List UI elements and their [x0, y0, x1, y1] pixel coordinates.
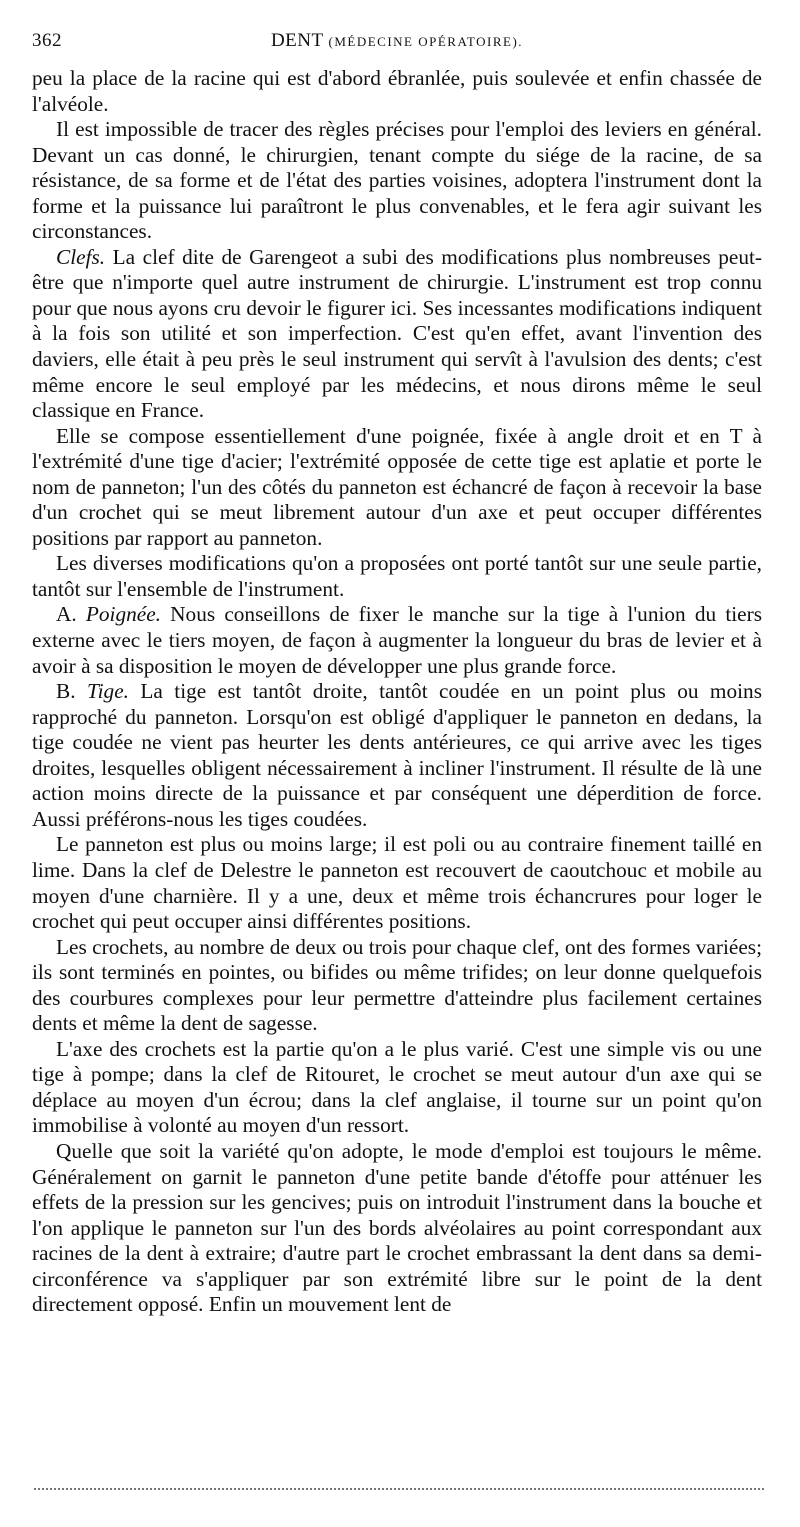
paragraph-lead-italic: Poignée. — [85, 602, 161, 627]
paragraph-4 — [32, 424, 762, 552]
paragraph-tige — [32, 679, 762, 832]
page-number: 362 — [32, 30, 62, 51]
paragraph-text: peu la place de la racine qui est d'abord ébranlée, puis soulevée et enfin chassée de l'alvéole. — [32, 66, 762, 116]
paragraph-11 — [32, 1139, 762, 1318]
page-title — [32, 30, 762, 52]
footer-dotted-rule — [34, 1488, 764, 1490]
paragraph-text: Les crochets, au nombre de deux ou trois pour chaque clef, ont des formes variées; ils sont terminés en pointes, ou bifides ou même trifides; on leur donne quelquefois des courbures complexes pour leur permettre d'atteindre plus facilement certaines dents et même la dent de sagesse. — [32, 934, 762, 1036]
title-subtitle: (MÉDECINE OPÉRATOIRE). — [328, 34, 524, 49]
paragraph-text: La tige est tantôt droite, tantôt coudée en un point plus ou moins rapproché du panneton. Lorsqu'on est obligé d'appliquer le panneton en dedans, la tige coudée ne vient pas heurter les dents antérieures, ce qui arrive avec les tiges droites, lesquelles obligent nécessairement à incliner l'instrument. Il résulte de là une action moins directe de la puissance et par conséquent une déperdition de force. Aussi préférons-nous les tiges coudées. — [32, 679, 762, 831]
body-text — [32, 66, 762, 1318]
paragraph-text: L'axe des crochets est la partie qu'on a le plus varié. C'est une simple vis ou une tige à pompe; dans la clef de Ritouret, le crochet se meut autour d'un axe qui se déplace au moyen d'un écrou; dans la clef anglaise, il tourne sur un point qu'on immobilise à volonté au moyen d'un ressort. — [32, 1036, 762, 1138]
paragraph-1 — [32, 66, 762, 117]
paragraph-text: Il est impossible de tracer des règles précises pour l'emploi des leviers en général. Devant un cas donné, le chirurgien, tenant compte du siége de la racine, de sa résistance, de sa forme et de l'état des parties voisines, adoptera l'instrument dont la forme et la puissance lui paraîtront le plus convenables, et le fera agir suivant les circonstances. — [32, 117, 762, 244]
running-header — [32, 26, 762, 56]
paragraph-text: Elle se compose essentiellement d'une poignée, fixée à angle droit et en T à l'extrémité d'une tige d'acier; l'extrémité opposée de cette tige est aplatie et porte le nom de panneton; l'un des côtés du panneton est échancré de façon à recevoir la base d'un crochet qui se meut librement autour d'un axe et peut occuper différentes positions par rapport au panneton. — [32, 423, 762, 550]
paragraph-5 — [32, 551, 762, 602]
paragraph-2 — [32, 117, 762, 245]
paragraph-8 — [32, 832, 762, 934]
paragraph-text: Le panneton est plus ou moins large; il est poli ou au contraire finement taillé en lime. Dans la clef de Delestre le panneton est recouvert de caoutchouc et mobile au moyen d'une charnière. Il y a une, deux et même trois échancrures pour loger le crochet qui peut occuper ainsi différentes positions. — [32, 832, 762, 934]
title-word: DENT — [270, 30, 324, 51]
paragraph-lead-italic: Tige. — [86, 679, 129, 704]
paragraph-prefix: B. — [56, 679, 87, 704]
paragraph-text: Quelle que soit la variété qu'on adopte, le mode d'emploi est toujours le même. Généralement on garnit le panneton d'une petite bande d'étoffe pour atténuer les effets de la pression sur les gencives; puis on introduit l'instrument dans la bouche et l'on applique le panneton sur l'un des bords alvéolaires au point correspondant aux racines de la dent à extraire; d'autre part le crochet embrassant la dent dans sa demi-circonférence va s'appliquer par son extrémité libre sur le point de la dent directement opposé. Enfin un mouvement lent de — [32, 1138, 762, 1317]
paragraph-9 — [32, 935, 762, 1037]
paragraph-text: Nous conseillons de fixer le manche sur la tige à l'union du tiers externe avec le tiers moyen, de façon à augmenter la longueur du bras de levier et à avoir à sa disposition le moyen de développer une plus grande force. — [32, 602, 762, 678]
paragraph-clefs — [32, 245, 762, 424]
paragraph-prefix: A. — [56, 602, 86, 627]
paragraph-text: Les diverses modifications qu'on a proposées ont porté tantôt sur une seule partie, tantôt sur l'ensemble de l'instrument. — [32, 551, 762, 601]
paragraph-poignee — [32, 602, 762, 679]
paragraph-text: La clef dite de Garengeot a subi des modifications plus nombreuses peut-être que n'importe quel autre instrument de chirurgie. L'instrument est trop connu pour que nous ayons cru devoir le figurer ici. Ses incessantes modifications indiquent à la fois son utilité et son imperfection. C'est qu'en effet, avant l'invention des daviers, elle était à peu près le seul instrument qui servît à l'avulsion des dents; c'est même encore le seul employé par les médecins, et nous dirons même le seul classique en France. — [32, 244, 762, 423]
paragraph-10 — [32, 1037, 762, 1139]
paragraph-lead-italic: Clefs. — [56, 244, 106, 269]
